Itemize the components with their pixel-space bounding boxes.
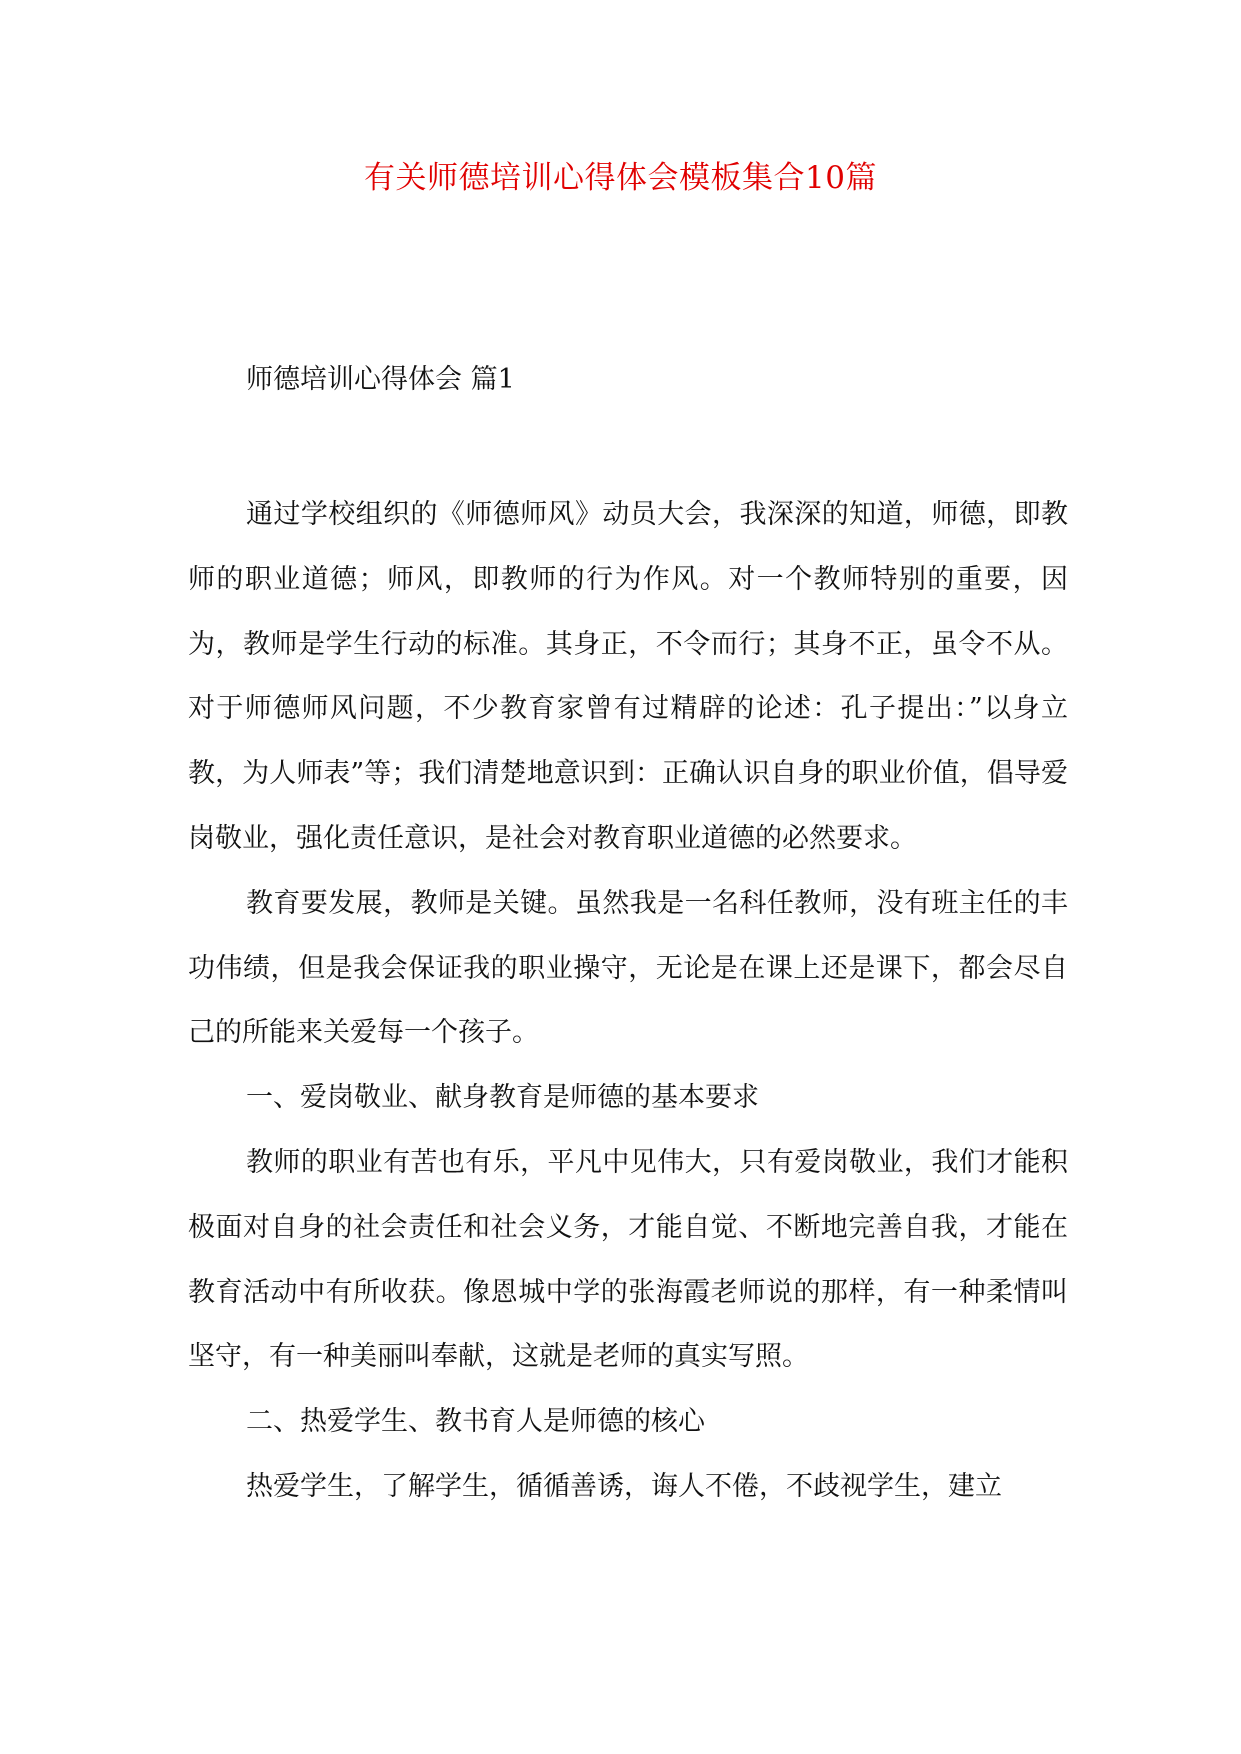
paragraph-2: 教育要发展，教师是关键。虽然我是一名科任教师，没有班主任的丰功伟绩，但是我会保证我的职业操守，无论是在课上还是课下，都会尽自己的所能来关爱每一个孩子。 — [188, 887, 1068, 1049]
paragraph-4: 热爱学生，了解学生，循循善诱，诲人不倦，不歧视学生，建立 — [246, 1470, 1002, 1502]
section-heading: 师德培训心得体会 篇1 — [246, 364, 515, 395]
paragraph-heading-2: 二、热爱学生、教书育人是师德的核心 — [246, 1406, 705, 1438]
paragraph-3: 教师的职业有苦也有乐，平凡中见伟大，只有爱岗敬业，我们才能积极面对自身的社会责任和社会义务，才能自觉、不断地完善自我，才能在教育活动中有所收获。像恩城中学的张海霞老师说的那样，有一种柔情叫坚守，有一种美丽叫奉献，这就是老师的真实写照。 — [188, 1146, 1068, 1373]
paragraph-1: 通过学校组织的《师德师风》动员大会，我深深的知道，师德，即教师的职业道德；师风，即教师的行为作风。对一个教师特别的重要，因为，教师是学生行动的标准。其身正，不令而行；其身不正，虽令不从。对于师德师风问题，不少教育家曾有过精辟的论述：孔子提出：”以身立教，为人师表”等；我们清楚地意识到：正确认识自身的职业价值，倡导爱岗敬业，强化责任意识，是社会对教育职业道德的必然要求。 — [188, 499, 1068, 854]
document-title: 有关师德培训心得体会模板集合10篇 — [364, 160, 877, 196]
paragraph-heading-1: 一、爱岗敬业、献身教育是师德的基本要求 — [246, 1082, 759, 1114]
document-body — [188, 483, 1068, 1520]
